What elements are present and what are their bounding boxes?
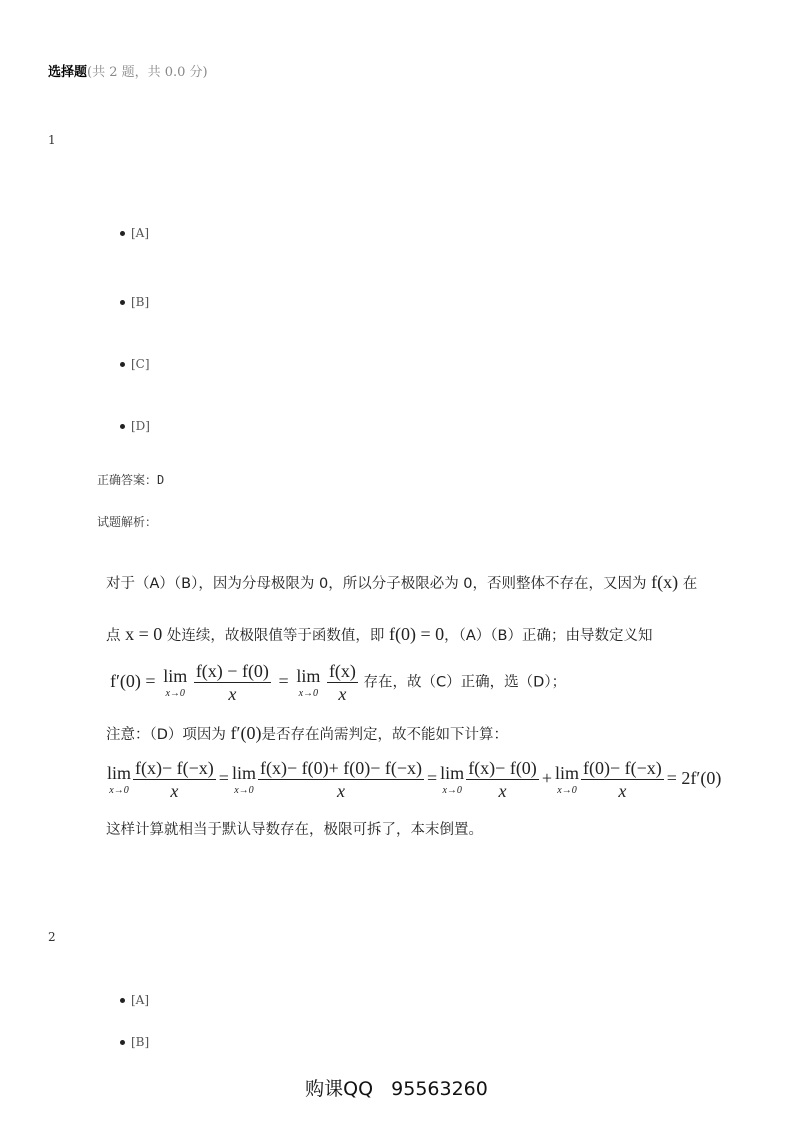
text: 存在，故（C）正确，选（D）；: [363, 674, 567, 691]
section-title: 选择题: [48, 65, 88, 80]
denominator: x: [618, 781, 627, 801]
option-d[interactable]: [120, 419, 150, 433]
denominator: x: [228, 684, 237, 704]
option-a[interactable]: [120, 993, 149, 1007]
text: ，（A）（B）正确；由导数定义知: [444, 628, 653, 644]
text: 注意：（D）项因为: [106, 727, 226, 743]
footer-label: 购课QQ: [305, 1078, 374, 1100]
text: 在: [682, 576, 698, 592]
text: 是否存在尚需判定，故不能如下计算：: [261, 727, 508, 743]
option-label: [B]: [131, 295, 150, 309]
lim: lim: [231, 762, 256, 783]
bullet-icon: [120, 1040, 125, 1045]
option-a[interactable]: [120, 226, 149, 240]
lim-sub: x→0: [165, 687, 185, 699]
explanation-line-1: [106, 572, 697, 593]
question-number: 2: [48, 930, 56, 944]
lim-sub: x→0: [298, 687, 319, 699]
bullet-icon: [120, 362, 125, 367]
math: f(x): [651, 572, 679, 592]
numerator: f(x)− f(0): [468, 758, 537, 778]
lim: lim: [554, 762, 579, 783]
math: = 2f′(0): [666, 767, 722, 788]
numerator: f(x)− f(0)+ f(0)− f(−x): [259, 758, 423, 778]
math: f(0) = 0: [388, 624, 445, 644]
option-label: [D]: [131, 419, 150, 433]
limit: [107, 763, 131, 797]
denominator: x: [338, 684, 347, 704]
limit: [232, 763, 256, 797]
bullet-icon: [120, 998, 125, 1003]
explanation-line-3: [108, 660, 566, 705]
option-label: [B]: [131, 1035, 150, 1049]
lim: lim: [296, 665, 321, 686]
fraction: [327, 660, 358, 705]
denominator: x: [170, 781, 179, 801]
math: =: [427, 767, 438, 788]
limit: [296, 666, 320, 700]
option-label: [A]: [131, 993, 150, 1007]
explanation-formula: [106, 757, 723, 802]
numerator: f(0)− f(−x): [582, 758, 662, 778]
denominator: x: [498, 781, 507, 801]
math: =: [218, 767, 229, 788]
question-number: 1: [48, 133, 56, 147]
math: =: [278, 670, 289, 691]
lim-sub: x→0: [557, 784, 577, 796]
limit: [440, 763, 464, 797]
lim-sub: x→0: [442, 784, 462, 796]
limit: [163, 666, 187, 700]
option-label: [A]: [131, 226, 150, 240]
math: x = 0: [125, 624, 163, 644]
option-c[interactable]: [120, 357, 150, 371]
fraction: [133, 757, 216, 802]
correct-answer: [97, 471, 164, 488]
lim: lim: [163, 665, 188, 686]
bullet-icon: [120, 424, 125, 429]
numerator: f(x)− f(−x): [135, 758, 214, 778]
bullet-icon: [120, 300, 125, 305]
lim-sub: x→0: [109, 784, 129, 796]
text: 点: [106, 628, 121, 644]
math: +: [541, 767, 552, 788]
fraction: [194, 660, 271, 705]
option-label: [C]: [131, 357, 150, 371]
lim: lim: [107, 762, 132, 783]
explanation-line-4: [106, 723, 508, 744]
analysis-label: 试题解析：: [97, 515, 158, 529]
section-subtitle: (共 2 题，共 0.0 分): [87, 65, 208, 80]
explanation-line-2: [106, 624, 653, 645]
bullet-icon: [120, 231, 125, 236]
numerator: f(x): [328, 661, 356, 681]
math: f′(0): [230, 723, 262, 743]
option-b[interactable]: [120, 1035, 149, 1049]
lim: lim: [440, 762, 465, 783]
numerator: f(x) − f(0): [195, 661, 269, 681]
lim-sub: x→0: [234, 784, 254, 796]
explanation-line-6: 这样计算就相当于默认导数存在，极限可拆了，本末倒置。: [106, 822, 483, 838]
text: 处连续，故极限值等于函数值，即: [166, 628, 385, 644]
footer-qq: 95563260: [391, 1078, 488, 1100]
option-b[interactable]: [120, 295, 149, 309]
answer-value: D: [157, 473, 165, 487]
denominator: x: [336, 781, 345, 801]
fraction: [258, 757, 424, 802]
text: 对于（A）（B），因为分母极限为 0，所以分子极限必为 0，否则整体不存在，又因为: [106, 576, 647, 592]
section-heading: [48, 61, 208, 80]
footer-watermark: [0, 1074, 793, 1101]
fraction: [466, 757, 539, 802]
answer-label: 正确答案：: [97, 473, 158, 487]
fraction: [581, 757, 664, 802]
limit: [555, 763, 579, 797]
math: f′(0) =: [110, 670, 156, 691]
